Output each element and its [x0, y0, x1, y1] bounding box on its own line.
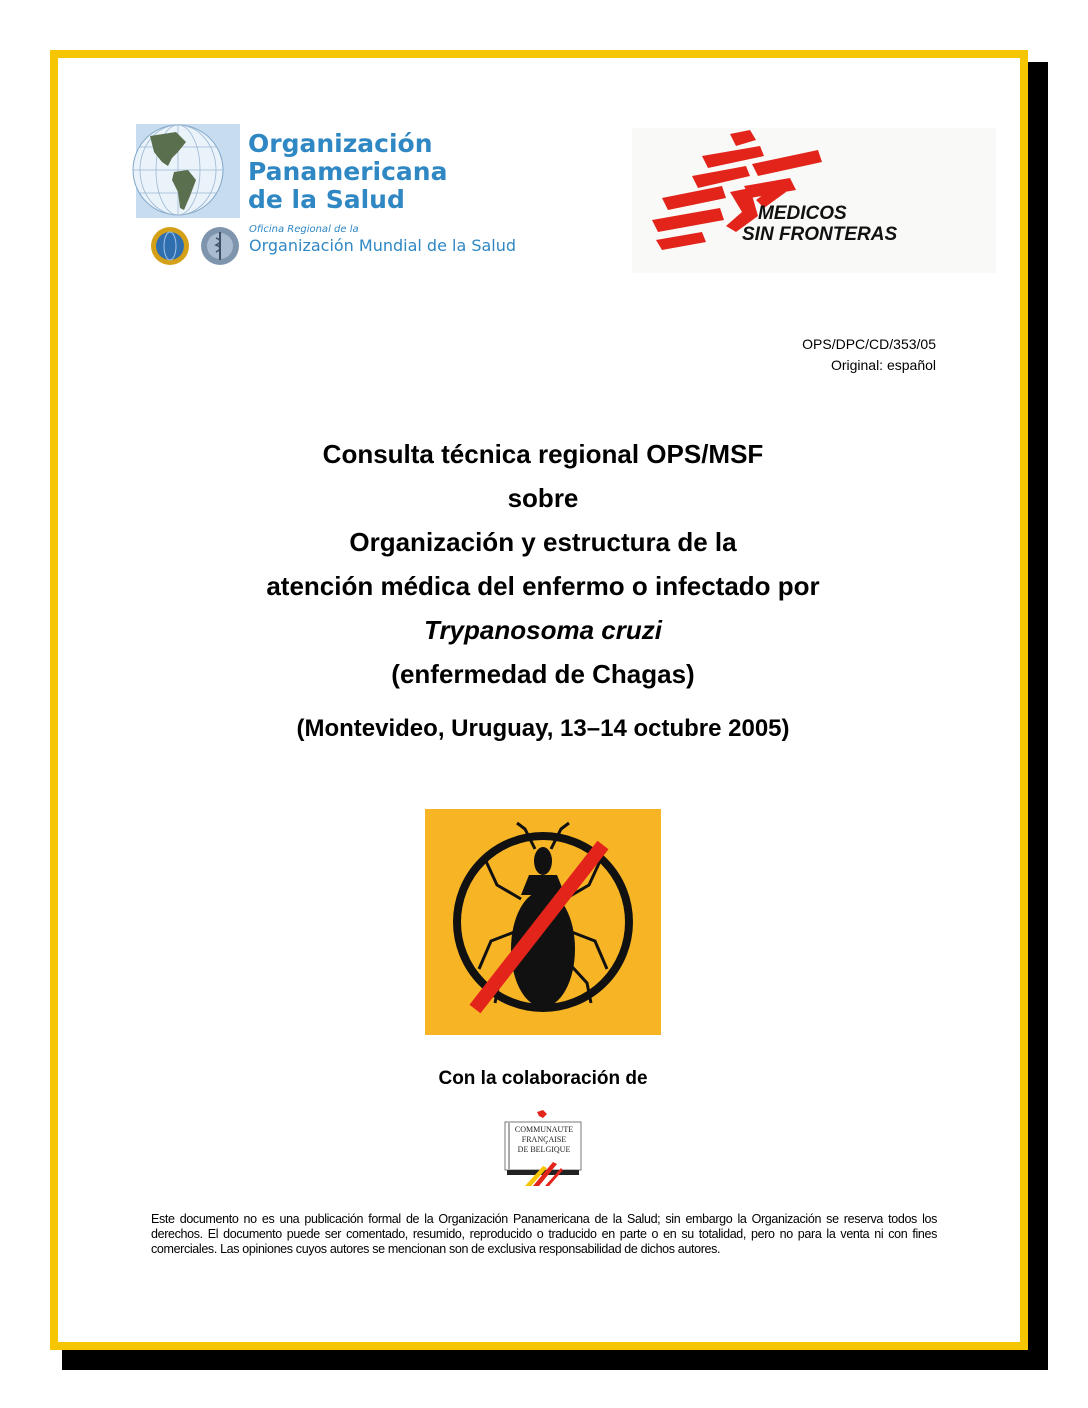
paho-emblem-icon [150, 226, 190, 266]
msf-wordmark [742, 203, 898, 245]
paho-who-line: Organización Mundial de la Salud [249, 236, 517, 255]
disclaimer-paragraph: Este documento no es una publicación formal de la Organización Panamericana de la Salud; sin embargo la Organización se reserva todos los derechos. El documento puede ser comentado, resumido, reproducido o traducido en parte o en su totalidad, pero no para la venta ni con fines comerciales. Las opiniones cuyos autores se mencionan son de exclusiva responsabilidad de dichos autores. [151, 1212, 937, 1256]
globe-icon [128, 122, 240, 222]
msf-runner-icon [632, 128, 996, 273]
original-language: Original: español [830, 357, 936, 373]
document-reference [802, 334, 936, 376]
paho-name-line: Panamericana [248, 157, 448, 186]
event-location-dates: (Montevideo, Uruguay, 13–14 octubre 2005) [296, 715, 790, 742]
title-line: atención médica del enfermo o infectado por [266, 571, 820, 601]
title-line: Organización y estructura de la [349, 527, 737, 557]
paho-subtitle: Oficina Regional de la [249, 224, 359, 235]
msf-line: MEDICOS [758, 203, 847, 224]
paho-name [248, 130, 447, 214]
msf-logo [632, 128, 996, 273]
cfb-line: FRANÇAISE [521, 1135, 567, 1144]
cfb-wordmark [505, 1125, 583, 1155]
title-line: (enfermedad de Chagas) [391, 659, 695, 689]
cfb-line: DE BELGIQUE [517, 1145, 571, 1154]
paho-logo [128, 122, 528, 272]
title-line-species: Trypanosoma cruzi [424, 615, 662, 645]
msf-line: SIN FRONTERAS [742, 224, 898, 245]
title-line: Consulta técnica regional OPS/MSF [322, 439, 764, 469]
paho-name-line: de la Salud [248, 185, 405, 214]
title-block [150, 432, 936, 696]
cfb-line: COMMUNAUTE [514, 1125, 574, 1134]
paho-name-line: Organización [248, 129, 433, 158]
cfb-logo [503, 1110, 583, 1186]
no-kissing-bug-icon [425, 809, 661, 1035]
who-emblem-icon [200, 226, 240, 266]
document-code: OPS/DPC/CD/353/05 [802, 336, 936, 352]
collaboration-label: Con la colaboración de [438, 1068, 648, 1089]
title-line: sobre [507, 483, 579, 513]
